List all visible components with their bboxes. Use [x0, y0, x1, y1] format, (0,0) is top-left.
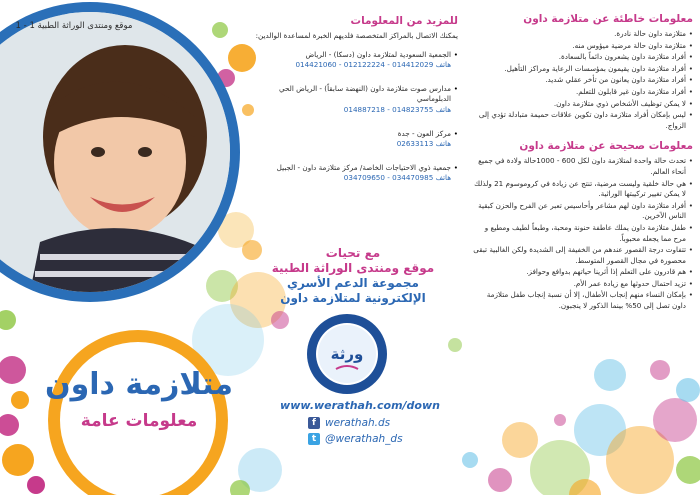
org-name: • مركز العون - جدة: [397, 128, 451, 138]
right-info-list: [473, 156, 693, 311]
greeting-line-1: مع تحيات: [325, 246, 381, 260]
org-entry: [248, 129, 458, 150]
facebook-row[interactable]: [308, 416, 450, 430]
greeting-line-4: الإلكترونية لمتلازمة داون: [280, 291, 426, 305]
org-phone: هاتف 02633113: [396, 139, 451, 149]
web-links: [270, 398, 450, 446]
child-photo: [0, 12, 230, 292]
list-item: • تحدث حالة واحدة لمتلازمة داون لكل 600 - 1000حالة ولادة في جميع أنحاء العالم.: [473, 156, 693, 177]
greeting-line-3: مجموعة الدعم الأسري: [287, 276, 419, 290]
org-phone: هاتف 014823755 - 014887218: [343, 104, 451, 114]
middle-column: [248, 14, 458, 197]
org-name: • الجمعية السعودية لمتلازمة داون (دسكا) - الرياض: [305, 49, 451, 59]
org-phone: هاتف 034470985 - 034709650: [343, 173, 451, 183]
list-item: • بإمكان النساء منهم إنجاب الأطفال، إلا أن نسبة إنجاب طفل متلازمة داون تصل إلى 50% بينما الذكور لا ينجبون.: [473, 290, 693, 311]
list-item: • لا يمكن توظيف الأشخاص ذوي متلازمة داون.: [473, 99, 693, 110]
more-info-intro: يمكنك الاتصال بالمراكز المتخصصة فلديهم الخبرة لمساعدة الوالدين:: [255, 31, 458, 40]
wrong-info-title: معلومات خاطئة عن متلازمة داون: [523, 13, 693, 25]
facebook-icon: f: [308, 417, 320, 429]
list-item: • متلازمة داون حالة نادرة.: [473, 29, 693, 40]
list-item: • هم قادرون على التعلم إذا أثرينا حياتهم بدوافع وحوافز.: [473, 267, 693, 278]
org-phone: هاتف 014412029 - 012122224 - 014421060: [295, 60, 451, 70]
list-item: • هي حالة خلقية وليست مرضية، تنتج عن زيادة في كروموسوم 21 ولذلك لا يمكن تغيير تركيبتها الوراثية.: [473, 179, 693, 200]
header-strip: موقع ومنتدى الوراثة الطبية 1 - 1: [15, 21, 133, 31]
list-item: • أفراد متلازمة داون يشعرون دائماً بالسعادة.: [473, 52, 693, 63]
greeting-block: [248, 246, 458, 306]
list-item: • ليس بإمكان أفراد متلازمة داون تكوين علاقات حميمة متبادلة تؤدي إلى الزواج.: [473, 110, 693, 131]
twitter-handle[interactable]: @werathah_ds: [325, 433, 403, 445]
wrong-info-list: [473, 29, 693, 131]
svg-text:ورثة: ورثة: [330, 345, 364, 363]
main-title: متلازمة داون: [44, 367, 233, 402]
list-item: • طفل متلازمة داون يملك عاطفة حنونة ومحبة، وطبعاً لطيف ومطيع و مرح مما يجعله محبوباً.: [473, 223, 693, 244]
more-info-title: للمزيد من المعلومات: [350, 15, 458, 27]
list-item: • أفراد متلازمة داون يقيمون بمؤسسات الرعاية ومراكز التأهيل.: [473, 64, 693, 75]
list-item: • متلازمة داون حالة مرضية ميؤوس منه.: [473, 41, 693, 52]
website-link[interactable]: www.werathah.com/down: [280, 399, 440, 412]
list-item: • تزيد احتمال حدوثها مع زيادة عمر الأم.: [473, 279, 693, 290]
list-item: • أفراد متلازمة داون يعانون من تأخر عقلي شديد.: [473, 75, 693, 86]
list-item: • أفراد متلازمة داون غير قابلون للتعلم.: [473, 87, 693, 98]
sub-title: معلومات عامة: [80, 411, 198, 431]
org-entry: [248, 50, 458, 71]
title-badge: [28, 330, 250, 488]
list-item: • أفراد متلازمة داون لهم مشاعر وأحاسيس تعبر عن الفرح والحزن كبقية الناس الآخرين.: [473, 201, 693, 222]
org-name: • مدارس صوت متلازمة داون (النهضة سابقاً) - الرياض الحي الدبلوماسي: [279, 83, 451, 104]
org-entry: [248, 163, 458, 184]
facebook-handle[interactable]: werathah.ds: [325, 417, 391, 429]
right-column: [473, 12, 693, 313]
twitter-icon: t: [308, 433, 320, 445]
greeting-line-2: موقع ومنتدى الوراثة الطبية: [271, 261, 435, 275]
werathah-logo: [306, 313, 388, 395]
twitter-row[interactable]: [308, 432, 450, 446]
org-entry: [248, 84, 458, 116]
right-info-title: معلومات صحيحة عن متلازمة داون: [519, 140, 693, 153]
list-item: • تتفاوت درجة القصور عندهم من الخفيفة إلى الشديدة ولكن الغالبية تبقى محصورة في مجال القصور المتوسط.: [473, 245, 693, 266]
org-name: • جمعية ذوي الاحتياجات الخاصة/ مركز متلازمة داون - الجبيل: [276, 162, 451, 172]
